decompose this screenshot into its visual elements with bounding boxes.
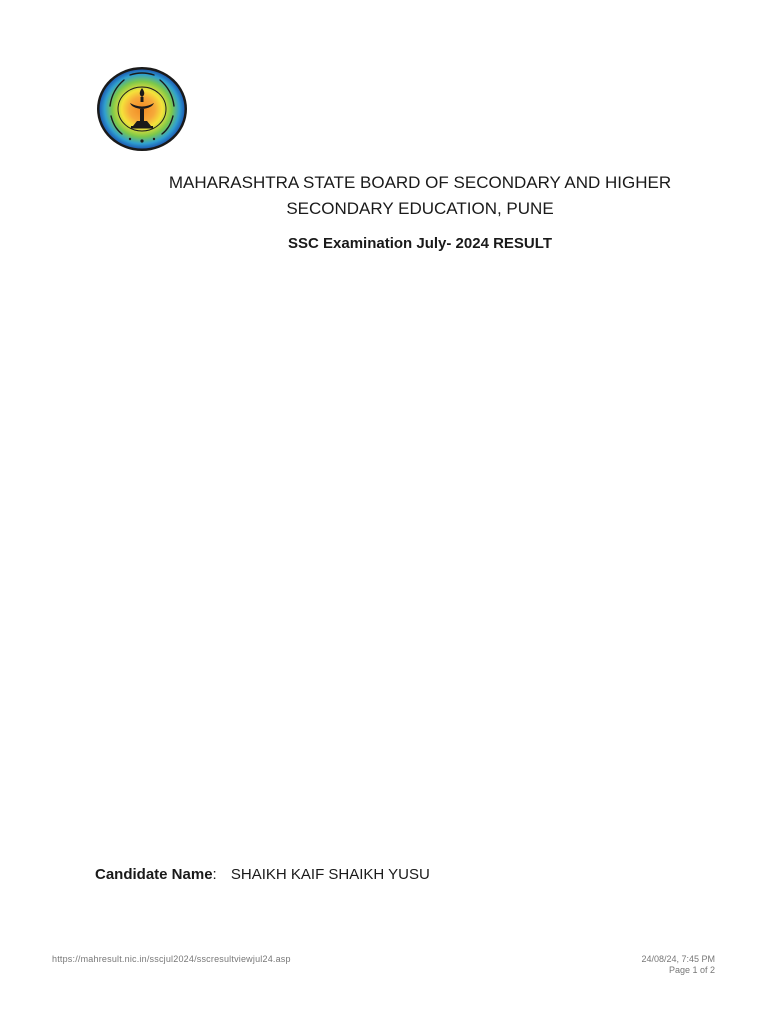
board-title (120, 170, 720, 222)
board-title-line-2: SECONDARY EDUCATION, PUNE (286, 199, 554, 218)
candidate-name-colon: : (212, 866, 217, 883)
seal-emblem-icon (96, 66, 188, 152)
candidate-name-label: Candidate Name (95, 866, 213, 883)
footer-url: https://mahresult.nic.in/sscjul2024/sscresultviewjul24.asp (52, 954, 291, 964)
footer-page-number: Page 1 of 2 (668, 965, 715, 975)
board-title-line-1: MAHARASHTRA STATE BOARD OF SECONDARY AND HIGHER (168, 173, 672, 192)
board-logo (96, 66, 188, 152)
footer-datetime: 24/08/24, 7:45 PM (641, 954, 715, 964)
footer-meta (641, 954, 715, 976)
exam-title: SSC Examination July- 2024 RESULT (288, 235, 552, 252)
candidate-name-value: SHAIKH KAIF SHAIKH YUSU (230, 866, 430, 883)
candidate-name-row (95, 866, 430, 883)
